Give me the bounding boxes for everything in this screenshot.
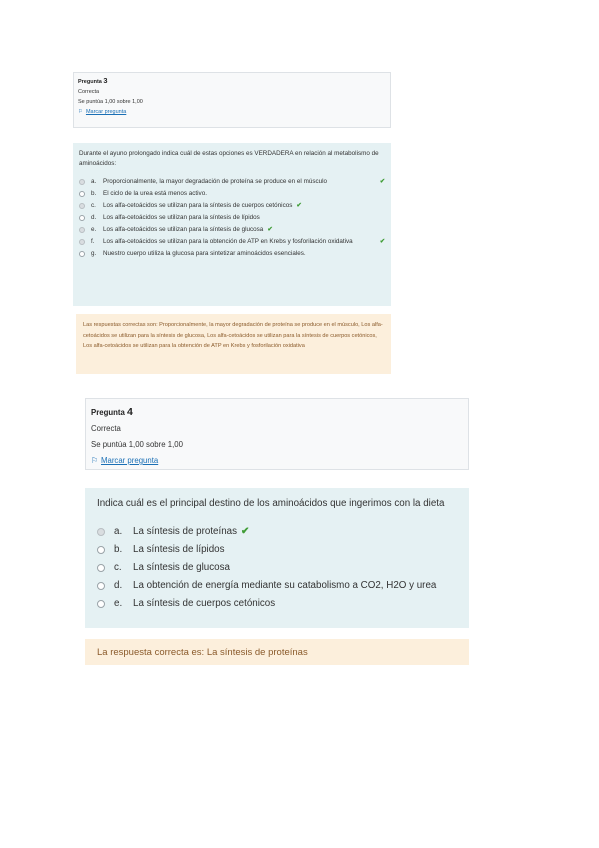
answer-option[interactable]	[79, 189, 385, 199]
answer-option[interactable]	[97, 543, 457, 556]
q3-question-box	[73, 143, 391, 306]
answer-text: La obtención de energía mediante su catabolismo a CO2, H2O y urea	[133, 580, 437, 591]
radio-icon[interactable]	[97, 582, 105, 590]
answer-option[interactable]	[79, 201, 385, 211]
q4-state: Correcta	[91, 424, 121, 433]
radio-icon[interactable]	[97, 546, 105, 554]
answer-option[interactable]	[79, 225, 385, 235]
answer-letter: a.	[114, 526, 123, 537]
answer-text: Los alfa-cetoácidos se utilizan para la síntesis de cuerpos cetónicos	[103, 202, 293, 209]
check-icon: ✔	[296, 202, 302, 209]
flag-icon: ⚐	[91, 456, 98, 465]
answer-letter: g.	[91, 250, 97, 257]
answer-text: La síntesis de glucosa	[133, 562, 230, 573]
q4-question-number: Pregunta 4	[91, 406, 133, 418]
q4-grade: Se puntúa 1,00 sobre 1,00	[91, 440, 183, 449]
q4-flag-link[interactable]: Marcar pregunta	[101, 456, 159, 465]
radio-icon[interactable]	[79, 239, 85, 245]
radio-icon[interactable]	[79, 227, 85, 233]
q3-info-panel	[73, 72, 391, 128]
q3-question-number: Pregunta 3	[78, 76, 108, 85]
answer-option[interactable]	[97, 597, 457, 610]
answer-letter: c.	[114, 562, 122, 573]
check-icon: ✔	[379, 238, 385, 245]
q3-flag-button[interactable]	[78, 107, 386, 117]
q4-info-panel	[85, 398, 469, 470]
answer-text: Los alfa-cetoácidos se utilizan para la síntesis de lípidos	[103, 214, 260, 221]
q3-question-text: Durante el ayuno prolongado indica cuál de estas opciones es VERDADERA en relación al metabolismo de aminoácidos:	[79, 150, 379, 167]
answer-option[interactable]	[97, 525, 457, 538]
answer-option[interactable]	[97, 579, 457, 592]
radio-icon[interactable]	[97, 528, 105, 536]
q3-feedback-text: Las respuestas correctas son: Proporcionalmente, la mayor degradación de proteína se produce en el músculo, Los alfa-cetoácidos se utilizan para la síntesis de glucosa, Los alfa-cetoácidos se utilizan para la síntesis de cuerpos cetónicos, Los alfa-cetoácidos se utilizan para la obtención de ATP en Krebs y fosforilación oxidativa	[83, 322, 383, 349]
answer-letter: c.	[91, 202, 96, 209]
answer-letter: e.	[114, 598, 123, 609]
q4-feedback	[85, 639, 469, 665]
q3-feedback	[76, 314, 391, 374]
answer-option[interactable]	[79, 177, 385, 187]
radio-icon[interactable]	[79, 215, 85, 221]
q4-feedback-text: La respuesta correcta es: La síntesis de proteínas	[97, 647, 308, 658]
q4-question-box	[85, 488, 469, 628]
radio-icon[interactable]	[97, 600, 105, 608]
answer-text: Los alfa-cetoácidos se utilizan para la obtención de ATP en Krebs y fosforilación oxidativa	[103, 238, 353, 245]
radio-icon[interactable]	[79, 203, 85, 209]
radio-icon[interactable]	[79, 191, 85, 197]
q4-question-text: Indica cuál es el principal destino de los aminoácidos que ingerimos con la dieta	[97, 498, 445, 509]
check-icon: ✔	[379, 178, 385, 185]
q4-flag-button[interactable]	[91, 453, 463, 469]
answer-letter: d.	[91, 214, 97, 221]
answer-text: Nuestro cuerpo utiliza la glucosa para sintetizar aminoácidos esenciales.	[103, 250, 306, 257]
answer-letter: f.	[91, 238, 95, 245]
answer-letter: b.	[91, 190, 97, 197]
check-icon: ✔	[267, 226, 273, 233]
q4-answer-list	[97, 525, 457, 610]
answer-letter: a.	[91, 178, 97, 185]
answer-text: Los alfa-cetoácidos se utilizan para la síntesis de glucosa	[103, 226, 264, 233]
radio-icon[interactable]	[97, 564, 105, 572]
answer-text: El ciclo de la urea está menos activo.	[103, 190, 207, 197]
answer-text: Proporcionalmente, la mayor degradación de proteína se produce en el músculo	[103, 178, 328, 185]
q3-answer-list	[79, 177, 385, 259]
radio-icon[interactable]	[79, 251, 85, 257]
q3-state: Correcta	[78, 89, 100, 95]
check-icon: ✔	[241, 526, 250, 537]
answer-letter: b.	[114, 544, 123, 555]
answer-text: La síntesis de lípidos	[133, 544, 225, 555]
answer-option[interactable]	[79, 213, 385, 223]
answer-text: La síntesis de cuerpos cetónicos	[133, 598, 276, 609]
answer-letter: d.	[114, 580, 123, 591]
q3-flag-link[interactable]: Marcar pregunta	[85, 109, 127, 115]
radio-icon[interactable]	[79, 179, 85, 185]
q3-grade: Se puntúa 1,00 sobre 1,00	[78, 99, 143, 105]
answer-option[interactable]	[79, 249, 385, 259]
flag-icon: ⚐	[78, 109, 83, 115]
answer-option[interactable]	[79, 237, 385, 247]
answer-letter: e.	[91, 226, 97, 233]
answer-option[interactable]	[97, 561, 457, 574]
answer-text: La síntesis de proteínas	[133, 526, 238, 537]
